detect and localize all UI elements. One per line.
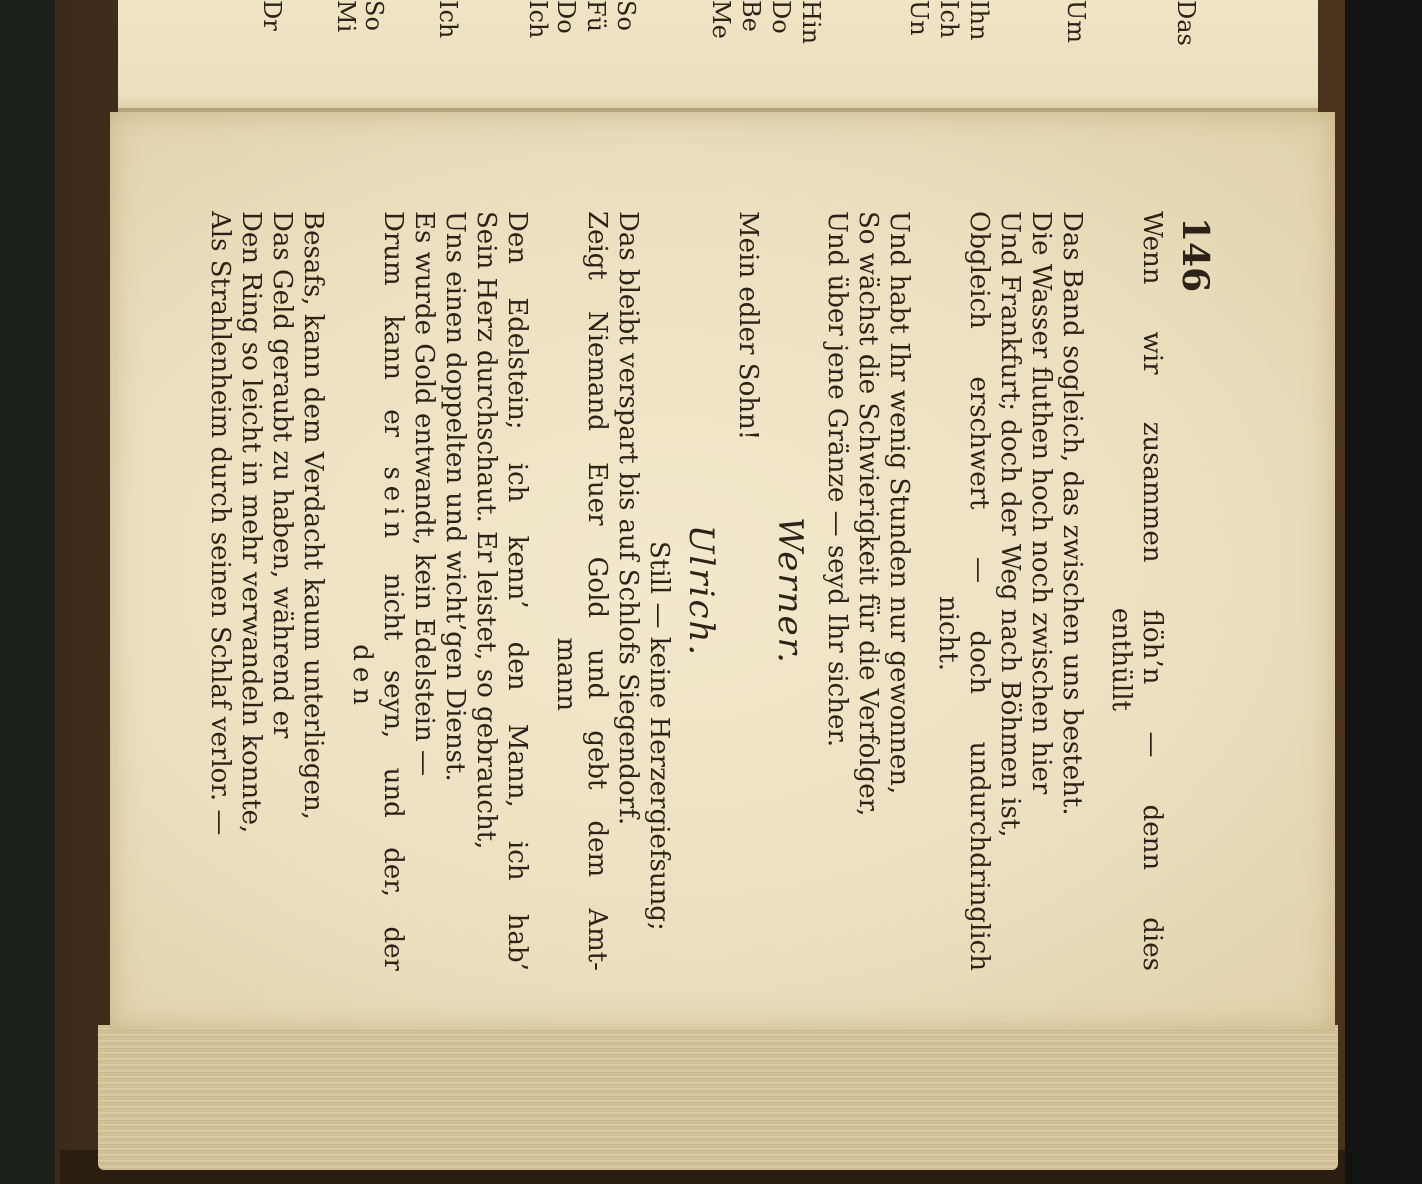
word: Edelstein; — [502, 297, 532, 430]
upper-fragment: Ich — [524, 0, 552, 39]
text-line: Und habt Ihr wenig Stunden nur gewonnen, — [884, 211, 914, 795]
word: wir — [1137, 331, 1167, 375]
text-line — [1136, 211, 1167, 971]
word: Obgleich — [964, 211, 994, 329]
upper-fragment: Me — [707, 0, 735, 39]
word: doch — [964, 630, 994, 695]
word: Mann, — [502, 723, 532, 808]
word: sein — [378, 466, 408, 545]
word: Euer — [582, 462, 612, 526]
word: ich — [502, 840, 532, 881]
text-line: Die Wasser fluthen hoch noch zwischen hier — [1026, 211, 1056, 795]
text-line: nicht. — [933, 595, 963, 671]
word: kann — [378, 315, 408, 380]
text-line: Das bleibt verspart bis auf Schlofs Siegendorf. — [613, 211, 643, 826]
text-line: Uns einen doppelten und wicht’gen Dienst. — [440, 211, 470, 782]
word: Niemand — [582, 310, 612, 431]
page-stack-edge — [98, 1025, 1338, 1170]
word: Wenn — [1137, 211, 1167, 285]
text-line: Still — keine Herzergiefsung; — [644, 541, 674, 931]
word: Zeigt — [582, 211, 612, 280]
text-line: Den Ring so leicht in mehr verwandeln konnte, — [236, 211, 266, 834]
text-line: Das Band sogleich, das zwischen uns besteht. — [1057, 211, 1087, 816]
word: Gold — [582, 556, 612, 619]
upper-fragment: Fü — [582, 0, 610, 33]
word: und — [378, 767, 408, 818]
word: ich — [502, 462, 532, 503]
word: Amt- — [582, 908, 612, 971]
word: hab’ — [502, 913, 532, 971]
word: erschwert — [964, 376, 994, 510]
text-line: den — [347, 644, 377, 711]
text-line — [377, 211, 408, 971]
page-number: 146 — [1174, 217, 1216, 293]
background-right — [1345, 0, 1422, 1184]
text-line — [581, 211, 612, 971]
upper-fragment: Hin — [797, 0, 825, 45]
text-line — [963, 211, 994, 971]
upper-fragment: Be — [737, 0, 765, 32]
word: seyn, — [378, 669, 408, 739]
upper-fragment: Un — [905, 0, 933, 36]
text-line: Sein Herz durchschaut. Er leistet, so gebraucht, — [471, 211, 501, 850]
upper-fragment: Dr — [258, 0, 286, 31]
text-line: enthüllt — [1106, 607, 1136, 711]
upper-fragment: Ich — [935, 0, 963, 39]
page-text — [205, 211, 1215, 971]
word: — — [1137, 731, 1167, 758]
speaker-name: Werner. — [770, 517, 810, 665]
word: dem — [582, 820, 612, 878]
upper-fragment: Do — [552, 0, 580, 34]
word: kenn’ — [502, 535, 532, 609]
word: gebt — [582, 730, 612, 790]
word: er — [378, 409, 408, 438]
upper-fragment: So — [360, 0, 388, 31]
word: flöh’n — [1137, 609, 1167, 685]
text-line: mann — [551, 637, 581, 711]
text-line: Und über jene Gränze — seyd Ihr sicher. — [822, 211, 852, 748]
upper-fragment: Um — [1062, 0, 1090, 43]
text-line — [501, 211, 532, 971]
text-line: Und Frankfurt; doch der Weg nach Böhmen ist, — [995, 211, 1025, 838]
text-line: Besafs, kann dem Verdacht kaum unterliegen, — [298, 211, 328, 820]
text-line: Als Strahlenheim durch seinen Schlaf verlor. — — [205, 211, 235, 836]
upper-fragment: Do — [767, 0, 795, 34]
word: der — [378, 926, 408, 971]
text-line: Mein edler Sohn! — [733, 211, 763, 441]
word: den — [502, 641, 532, 691]
word: Drum — [378, 211, 408, 286]
speaker-name: Ulrich. — [681, 524, 721, 658]
upper-fragment: Das — [1172, 0, 1200, 46]
word: Den — [502, 211, 532, 264]
text-line: Das Geld geraubt zu haben, während er — [267, 211, 297, 739]
word: — — [964, 556, 994, 583]
word: zusammen — [1137, 421, 1167, 563]
word: nicht — [378, 573, 408, 641]
text-line: So wächst die Schwierigkeit für die Verfolger, — [853, 211, 883, 817]
upper-fragment: Mi — [332, 0, 360, 33]
upper-fragment: Ich — [434, 0, 462, 39]
word: der, — [378, 847, 408, 898]
word: und — [582, 649, 612, 700]
text-line: Es wurde Gold entwandt, kein Edelstein — — [409, 211, 439, 776]
word: undurchdringlich — [964, 741, 994, 971]
upper-fragment: Ihn — [965, 0, 993, 41]
upper-fragment: So — [612, 0, 640, 31]
word: denn — [1137, 804, 1167, 871]
word: dies — [1137, 917, 1167, 971]
